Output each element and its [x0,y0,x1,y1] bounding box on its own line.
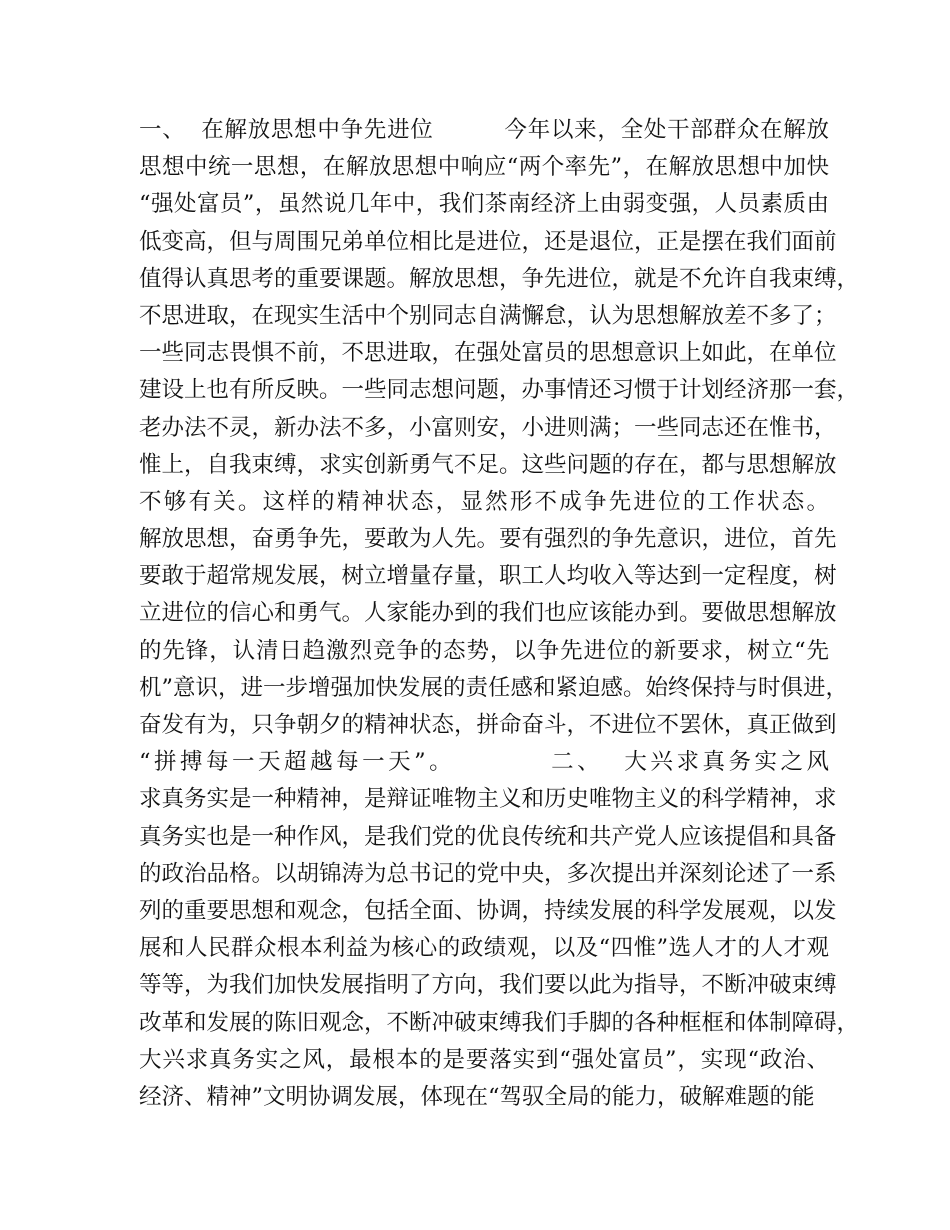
text-line: 值得认真思考的重要课题。解放思想，争先进位，就是不允许自我束缚， [139,265,860,292]
text-line: 大兴求真务实之风，最根本的是要落实到“强处富员”，实现“政治、 [139,1046,829,1073]
text-line: 思想中统一思想，在解放思想中响应“两个率先”，在解放思想中加快 [139,154,829,181]
text-line: “拼搏每一天超越每一天”。 二、 大兴求真务实之风 [139,749,829,776]
text-line: 求真务实是一种精神，是辩证唯物主义和历史唯物主义的科学精神，求 [139,786,837,813]
text-line: 一些同志畏惧不前，不思进取，在强处富员的思想意识上如此，在单位 [139,340,837,367]
text-line: 展和人民群众根本利益为核心的政绩观，以及“四惟”选人才的人才观 [139,935,829,962]
text-line: 等等，为我们加快发展指明了方向，我们要以此为指导，不断冲破束缚 [139,972,837,999]
text-line: 建设上也有所反映。一些同志想问题，办事情还习惯于计划经济那一套， [139,377,860,404]
text-line: 不思进取，在现实生活中个别同志自满懈怠，认为思想解放差不多了； [139,302,837,329]
text-line: 一、 在解放思想中争先进位 今年以来，全处干部群众在解放 [139,117,829,143]
text-line: 的先锋，认清日趋激烈竞争的态势，以争先进位的新要求，树立“先 [139,637,829,664]
text-line: 经济、精神”文明协调发展，体现在“驾驭全局的能力，破解难题的能 [139,1083,815,1110]
text-line: 的政治品格。以胡锦涛为总书记的党中央，多次提出并深刻论述了一系 [139,860,837,887]
text-line: 改革和发展的陈旧观念，不断冲破束缚我们手脚的各种框框和体制障碍， [139,1009,860,1036]
text-line: 机”意识，进一步增强加快发展的责任感和紧迫感。始终保持与时俱进， [139,674,849,701]
text-line: 真务实也是一种作风，是我们党的优良传统和共产党人应该提倡和具备 [139,823,837,850]
text-line: 解放思想，奋勇争先，要敢为人先。要有强烈的争先意识，进位，首先 [139,526,837,553]
text-line: 低变高，但与周围兄弟单位相比是进位，还是退位，正是摆在我们面前 [139,228,837,255]
text-line: “强处富员”，虽然说几年中，我们茶南经济上由弱变强，人员素质由 [139,191,829,218]
text-line: 奋发有为，只争朝夕的精神状态，拼命奋斗，不进位不罢休，真正做到 [139,712,837,738]
text-line: 要敢于超常规发展，树立增量存量，职工人均收入等达到一定程度，树 [139,563,837,590]
text-line: 不够有关。这样的精神状态，显然形不成争先进位的工作状态。 [139,488,829,515]
body-text [139,112,860,1116]
text-line: 列的重要思想和观念，包括全面、协调，持续发展的科学发展观，以发 [139,897,837,924]
text-line: 惟上，自我束缚，求实创新勇气不足。这些问题的存在，都与思想解放 [139,451,837,478]
text-line: 老办法不灵，新办法不多，小富则安，小进则满；一些同志还在惟书， [139,414,837,441]
text-line: 立进位的信心和勇气。人家能办到的我们也应该能办到。要做思想解放 [139,600,837,627]
